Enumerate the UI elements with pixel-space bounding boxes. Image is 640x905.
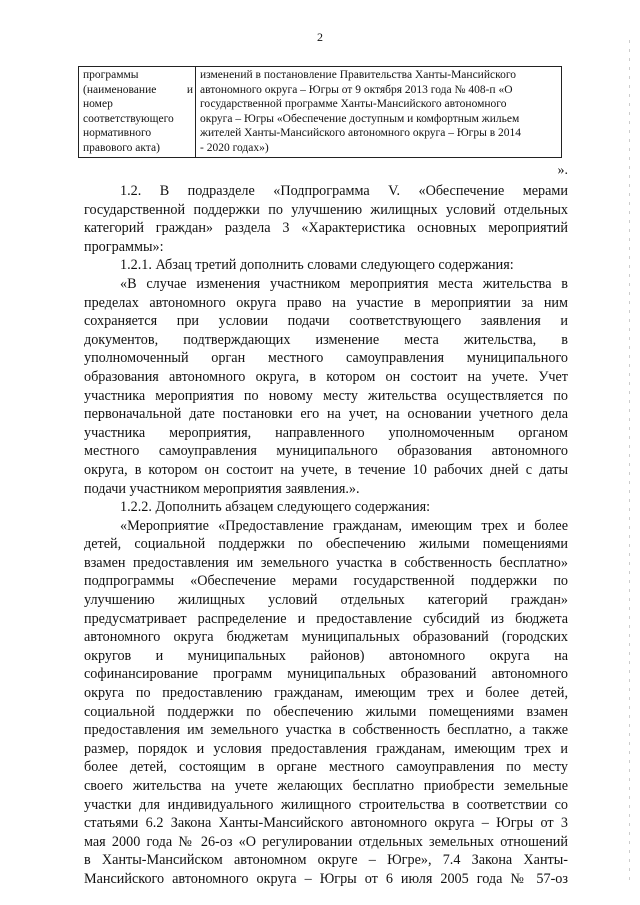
text-line: участника мероприятия, направленного уполномоченным органом bbox=[84, 424, 568, 441]
cell-line: жителей Ханты-Мансийского автономного округа – Югры в 2014 bbox=[200, 127, 522, 139]
text-line: округа, в котором он состоит на учете, в течение 10 рабочих дней с даты bbox=[84, 461, 568, 478]
cell-line: соответствующего bbox=[83, 112, 174, 125]
text-line: улучшению жилищных условий отдельных категорий граждан» bbox=[84, 592, 568, 609]
table-row bbox=[79, 67, 562, 158]
text-line: округов и муниципальных районов) автономного округа на bbox=[84, 647, 568, 664]
text-line: 1.2.1. Абзац третий дополнить словами следующего содержания: bbox=[120, 257, 514, 274]
text-line: уполномоченный орган местного самоуправления муниципального bbox=[84, 350, 568, 367]
scan-edge-artifact bbox=[629, 40, 630, 880]
text-line: подачи участником мероприятия заявления.». bbox=[84, 480, 360, 497]
cell-line: программы bbox=[83, 69, 139, 81]
text-line: пределах автономного округа право на участие в мероприятии за ним bbox=[84, 294, 568, 311]
cell-line: нормативного bbox=[83, 127, 152, 139]
text-line: взамен предоставления им земельного участка в собственность бесплатно» bbox=[84, 554, 568, 571]
cell-line: - 2020 годах») bbox=[200, 141, 269, 154]
cell-line: округа – Югры «Обеспечение доступным и комфортным жильем bbox=[200, 112, 520, 125]
text-line: участника мероприятия по новому месту жительства осуществляется по bbox=[84, 387, 568, 404]
text-line: «Мероприятие «Предоставление гражданам, имеющим трех и более bbox=[120, 517, 568, 534]
body-text bbox=[84, 182, 568, 889]
text-line: размер, порядок и условия предоставления гражданам, имеющим трех и bbox=[84, 740, 568, 757]
text-line: более детей, состоящим в органе местного самоуправления по месту bbox=[84, 759, 568, 776]
cell-line: номер bbox=[83, 98, 113, 110]
text-line: первоначальной дате постановки его на учет, на основании учетного дела bbox=[84, 406, 568, 423]
text-line: автономного округа бюджетам муниципальных образований (городских bbox=[84, 629, 568, 646]
text-line: статьями 6.2 Закона Ханты-Мансийского автономного округа – Югры от 3 bbox=[84, 815, 568, 832]
amendment-table bbox=[78, 66, 562, 158]
page-number: 2 bbox=[317, 30, 323, 44]
text-line: детей, социальной поддержки по обеспечению жилыми помещениями bbox=[84, 536, 568, 553]
text-line: образования автономного округа, в котором он состоит на учете. Учет bbox=[84, 368, 568, 385]
text-line: своего жительства на учете желающих бесплатно приобрести земельные bbox=[84, 778, 568, 794]
closing-quote: ». bbox=[557, 163, 568, 178]
text-line: сохраняется при условии подачи соответствующего заявления и bbox=[84, 313, 568, 330]
text-line: местного самоуправления муниципального образования автономного bbox=[84, 443, 568, 460]
text-line: категорий граждан» раздела 3 «Характеристика основных мероприятий bbox=[84, 220, 568, 237]
text-line: социальной поддержки по обеспечению жилыми помещениями взамен bbox=[84, 703, 568, 720]
cell-line: автономного округа – Югры от 9 октября 2013 года № 408-п «О bbox=[200, 83, 513, 96]
text-line: программы»: bbox=[84, 238, 164, 255]
cell-line: изменений в постановление Правительства Ханты-Мансийского bbox=[200, 69, 517, 81]
text-line: документов, подтверждающих изменение места жительства, в bbox=[84, 331, 568, 348]
text-line: государственной поддержки по улучшению жилищных условий отдельных bbox=[84, 201, 568, 218]
text-line: в Ханты-Мансийском автономном округе – Югре», 7.4 Закона Ханты- bbox=[84, 852, 568, 869]
table-cell-left bbox=[79, 67, 196, 158]
text-line: 1.2. В подразделе «Подпрограмма V. «Обеспечение мерами bbox=[120, 183, 568, 199]
text-line: участки для индивидуального жилищного строительства в соответствии со bbox=[84, 796, 568, 813]
text-line: «В случае изменения участником мероприятия места жительства в bbox=[120, 275, 568, 292]
text-line: мая 2000 года № 26-оз «О регулировании отдельных земельных отношений bbox=[84, 833, 568, 850]
cell-line: государственной программе Ханты-Мансийского автономного bbox=[200, 98, 507, 110]
cell-line: (наименование и bbox=[83, 83, 193, 96]
text-line: 1.2.2. Дополнить абзацем следующего содержания: bbox=[120, 499, 431, 516]
text-line: подпрограммы «Обеспечение мерами государственной поддержки по bbox=[84, 573, 568, 590]
text-line: предусматривает распределение и предоставление субсидий из бюджета bbox=[84, 610, 568, 627]
text-line: Мансийского автономного округа – Югры от 6 июля 2005 года № 57-оз bbox=[84, 870, 568, 887]
cell-line: правового акта) bbox=[83, 141, 160, 154]
text-line: округа по предоставлению гражданам, имеющим трех и более детей, bbox=[84, 685, 568, 702]
table-cell-right bbox=[196, 67, 562, 158]
text-line: софинансирование программ муниципальных образований автономного bbox=[84, 666, 568, 683]
text-line: предоставления им земельного участка в собственность бесплатно, а также bbox=[84, 722, 568, 739]
